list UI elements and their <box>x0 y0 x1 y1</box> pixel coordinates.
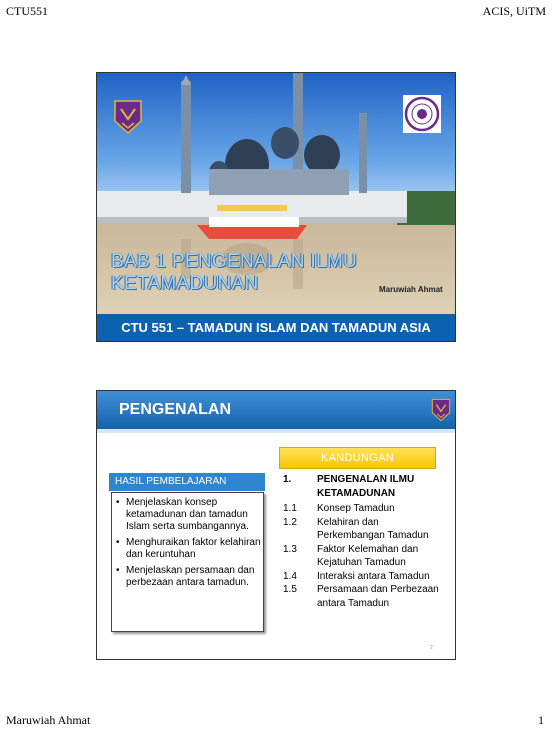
toc-text: Konsep Tamadun <box>317 503 395 514</box>
toc-text: Persamaan dan Perbezaan antara Tamadun <box>317 584 439 609</box>
page-header-left: CTU551 <box>6 4 48 18</box>
slide-2-header-bar <box>97 391 455 433</box>
toc-number: 1.4 <box>283 570 297 582</box>
hasil-pembelajaran-label: HASIL PEMBELAJARAN <box>109 473 265 491</box>
acis-seal-icon <box>403 95 441 133</box>
course-banner: CTU 551 – TAMADUN ISLAM DAN TAMADUN ASIA <box>97 314 455 341</box>
slide-1-author: Maruwiah Ahmat <box>379 285 443 294</box>
table-of-contents <box>283 473 448 610</box>
hasil-item: • Menjelaskan konsep ketamadunan dan tamadun Islam serta sumbangannya. <box>126 497 263 533</box>
uitm-logo-icon <box>431 398 451 422</box>
slide-number: 2 <box>430 645 433 651</box>
toc-text: Kelahiran dan Perkembangan Tamadun <box>317 516 429 541</box>
slide-1 <box>96 72 456 342</box>
toc-number: 1.3 <box>283 543 297 555</box>
toc-item <box>283 502 448 516</box>
toc-text: Interaksi antara Tamadun <box>317 570 430 582</box>
slide-1-title: BAB 1 PENGENALAN ILMU KETAMADUNAN <box>111 251 357 294</box>
slide-2-title: PENGENALAN <box>119 401 232 418</box>
toc-text: PENGENALAN ILMU KETAMADUNAN <box>317 474 415 499</box>
toc-item <box>283 473 448 500</box>
toc-number: 1. <box>283 474 292 485</box>
slide-2 <box>96 390 456 660</box>
toc-number: 1.5 <box>283 584 297 595</box>
hasil-item: • Menghuraikan faktor kelahiran dan keruntuhan <box>126 537 263 561</box>
page-number: 1 <box>538 713 544 727</box>
toc-number: 1.1 <box>283 503 297 514</box>
page-footer-left: Maruwiah Ahmat <box>6 713 91 727</box>
hasil-item: • Menjelaskan persamaan dan perbezaan antara tamadun. <box>126 565 263 589</box>
toc-text: Faktor Kelemahan dan Kejatuhan Tamadun <box>317 543 419 568</box>
kandungan-label: KANDUNGAN <box>279 447 436 469</box>
toc-item <box>283 516 448 543</box>
toc-item <box>283 583 448 610</box>
uitm-logo-icon <box>113 99 143 135</box>
toc-number: 1.2 <box>283 516 297 528</box>
hasil-pembelajaran-box <box>111 492 264 632</box>
toc-item <box>283 543 448 570</box>
page-header-right: ACIS, UiTM <box>482 4 546 18</box>
toc-item <box>283 570 448 584</box>
